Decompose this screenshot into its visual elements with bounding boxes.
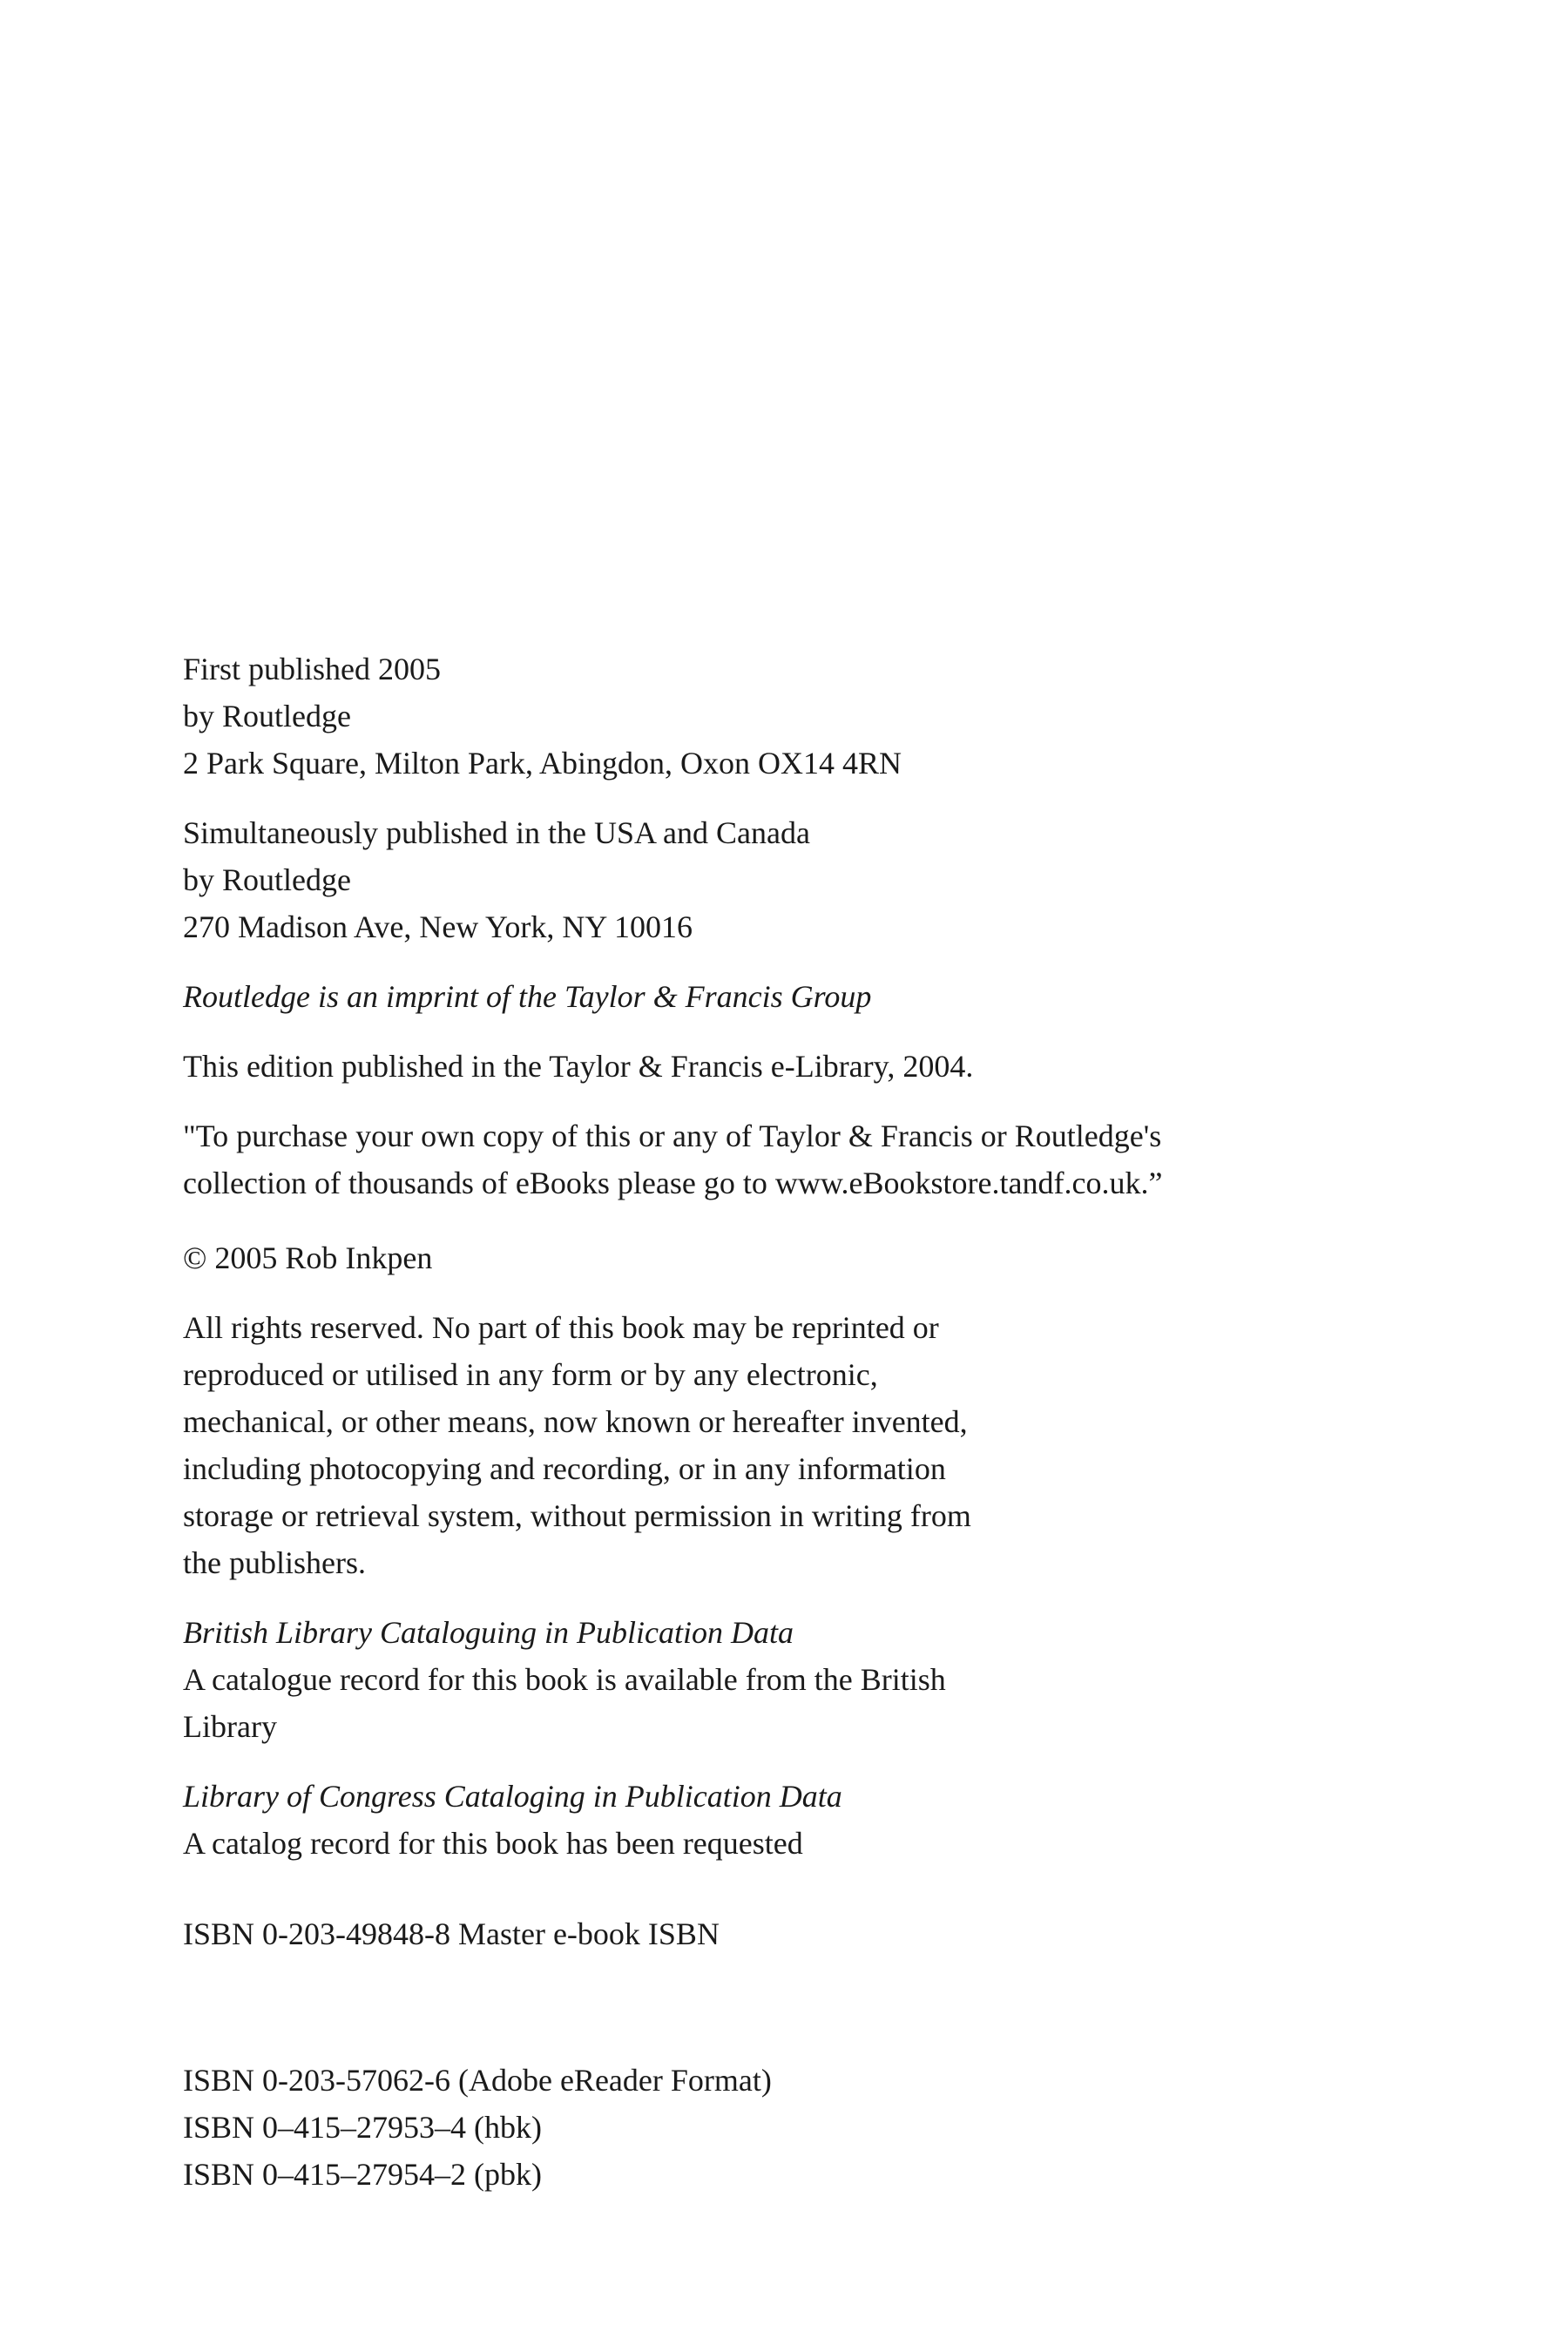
loc-heading: Library of Congress Cataloging in Publication Data (183, 1779, 842, 1814)
us-simultaneous-line: Simultaneously published in the USA and Canada (183, 815, 810, 850)
british-library-text-1: A catalogue record for this book is available from the British (183, 1662, 946, 1697)
isbn-master: ISBN 0-203-49848-8 Master e-book ISBN (183, 1916, 720, 1951)
purchase-note-line-2: collection of thousands of eBooks please go to www.eBookstore.tandf.co.uk.” (183, 1166, 1163, 1200)
us-address-line: 270 Madison Ave, New York, NY 10016 (183, 909, 693, 944)
copyright-line: © 2005 Rob Inkpen (183, 1240, 433, 1275)
imprint-note: Routledge is an imprint of the Taylor & Francis Group (183, 979, 872, 1014)
uk-address-line: 2 Park Square, Milton Park, Abingdon, Oxon OX14 4RN (183, 746, 902, 781)
rights-line-3: mechanical, or other means, now known or hereafter invented, (183, 1404, 968, 1439)
rights-line-1: All rights reserved. No part of this book may be reprinted or (183, 1310, 939, 1345)
us-publisher-line: by Routledge (183, 862, 351, 897)
isbn-hbk: ISBN 0–415–27953–4 (hbk) (183, 2110, 542, 2145)
isbn-adobe: ISBN 0-203-57062-6 (Adobe eReader Format) (183, 2063, 772, 2098)
rights-line-5: storage or retrieval system, without permission in writing from (183, 1498, 971, 1533)
rights-line-6: the publishers. (183, 1545, 366, 1580)
loc-text: A catalog record for this book has been requested (183, 1826, 803, 1861)
british-library-heading: British Library Cataloguing in Publication Data (183, 1615, 794, 1650)
purchase-note-line-1: "To purchase your own copy of this or any of Taylor & Francis or Routledge's (183, 1119, 1162, 1153)
british-library-text-2: Library (183, 1709, 277, 1744)
elibrary-edition-line: This edition published in the Taylor & Francis e-Library, 2004. (183, 1049, 974, 1084)
isbn-pbk: ISBN 0–415–27954–2 (pbk) (183, 2157, 542, 2192)
rights-line-2: reproduced or utilised in any form or by any electronic, (183, 1357, 878, 1392)
rights-line-4: including photocopying and recording, or in any information (183, 1451, 946, 1486)
first-published-line: First published 2005 (183, 652, 442, 686)
uk-publisher-line: by Routledge (183, 699, 351, 733)
